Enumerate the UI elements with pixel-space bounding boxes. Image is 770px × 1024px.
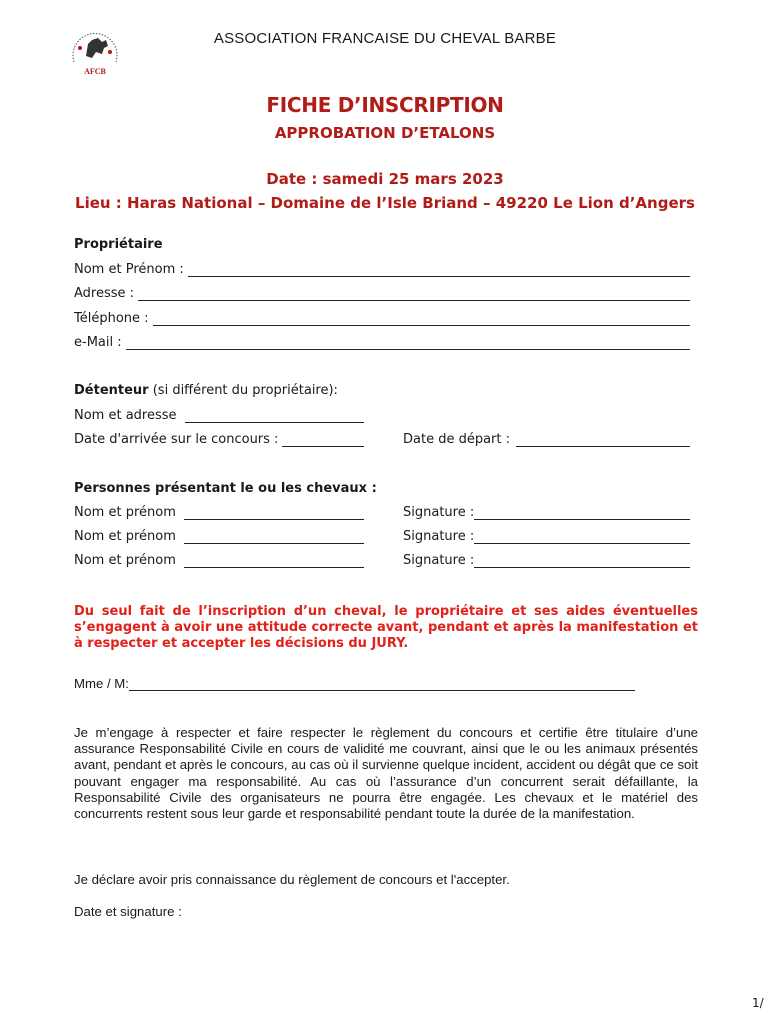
declaration-text: Je déclare avoir pris connaissance du règlement de concours et l'accepter. [74,872,510,887]
holder-address-label: Nom et adresse [74,408,177,423]
departure-date-field[interactable] [516,434,690,447]
event-date: Date : samedi 25 mars 2023 [266,170,504,188]
presenter-name-field[interactable] [184,507,364,520]
owner-name-row [74,262,690,277]
owner-email-row [74,335,690,350]
owner-address-label: Adresse : [74,286,135,301]
presenter-name-row [74,529,364,544]
event-location: Lieu : Haras National – Domaine de l’Isle Briand – 49220 Le Lion d’Angers [75,194,695,212]
signatory-row [74,676,635,691]
presenter-signature-row [403,505,690,520]
owner-phone-label: Téléphone : [74,311,149,326]
horse-emblem-icon [73,33,117,62]
owner-heading: Propriétaire [74,237,163,252]
holder-heading: Détenteur (si différent du propriétaire): [74,383,338,398]
presenter-signature-field[interactable] [474,531,690,544]
owner-email-label: e-Mail : [74,335,122,350]
presenter-signature-field[interactable] [474,507,690,520]
presenter-name-row [74,505,364,520]
association-name: ASSOCIATION FRANCAISE DU CHEVAL BARBE [213,30,557,47]
date-signature-label: Date et signature : [74,904,182,919]
arrival-date-row [74,432,364,447]
signatory-label: Mme / M: [74,676,129,691]
logo-text: AFCB [84,67,106,76]
presenter-signature-label: Signature : [403,529,475,544]
arrival-date-field[interactable] [282,434,364,447]
presenter-name-field[interactable] [184,555,364,568]
presenter-signature-label: Signature : [403,505,475,520]
form-title: FICHE D’INSCRIPTION [266,93,504,117]
owner-name-label: Nom et Prénom : [74,262,184,277]
presenter-name-label: Nom et prénom [74,553,176,568]
holder-address-field[interactable] [185,410,364,423]
holder-address-row [74,408,364,423]
presenter-signature-field[interactable] [474,555,690,568]
page-number: 1/ [752,996,764,1010]
owner-phone-field[interactable] [153,313,690,326]
departure-date-row [403,432,690,447]
departure-date-label: Date de départ : [403,432,511,447]
presenters-heading: Personnes présentant le ou les chevaux : [74,481,377,496]
owner-address-row [74,286,690,301]
presenter-name-field[interactable] [184,531,364,544]
presenter-name-row [74,553,364,568]
presenter-signature-row [403,529,690,544]
owner-email-field[interactable] [126,337,690,350]
form-subtitle: APPROBATION D’ETALONS [274,124,496,142]
owner-address-field[interactable] [138,288,690,301]
arrival-date-label: Date d'arrivée sur le concours : [74,432,279,447]
presenter-name-label: Nom et prénom [74,529,176,544]
association-logo [62,22,128,78]
commitment-warning: Du seul fait de l’inscription d’un cheval, le propriétaire et ses aides éventuelles s’engagent à avoir une attitude correcte avant, pendant et après la manifestation et à respecter et accepter les décisions du JURY. [74,604,698,651]
engagement-paragraph: Je m’engage à respecter et faire respecter le règlement du concours et certifie être titulaire d’une assurance Responsabilité Civile en cours de validité me couvrant, ainsi que le ou les animaux présentés avant, pendant et après le concours, au cas où il survienne quelque incident, accident ou dégât que ce soit pouvant engager ma responsabilité. Au cas où l’assurance d’un concurrent serait défaillante, la Responsabilité Civile des organisateurs ne pourra être engagée. Les chevaux et le matériel des concurrents restent sous leur garde et responsabilité pendant toute la durée de la manifestation. [74,725,698,822]
presenter-signature-row [403,553,690,568]
presenter-name-label: Nom et prénom [74,505,176,520]
owner-phone-row [74,311,690,326]
presenter-signature-label: Signature : [403,553,475,568]
owner-name-field[interactable] [188,264,690,277]
signatory-field[interactable] [129,678,635,691]
